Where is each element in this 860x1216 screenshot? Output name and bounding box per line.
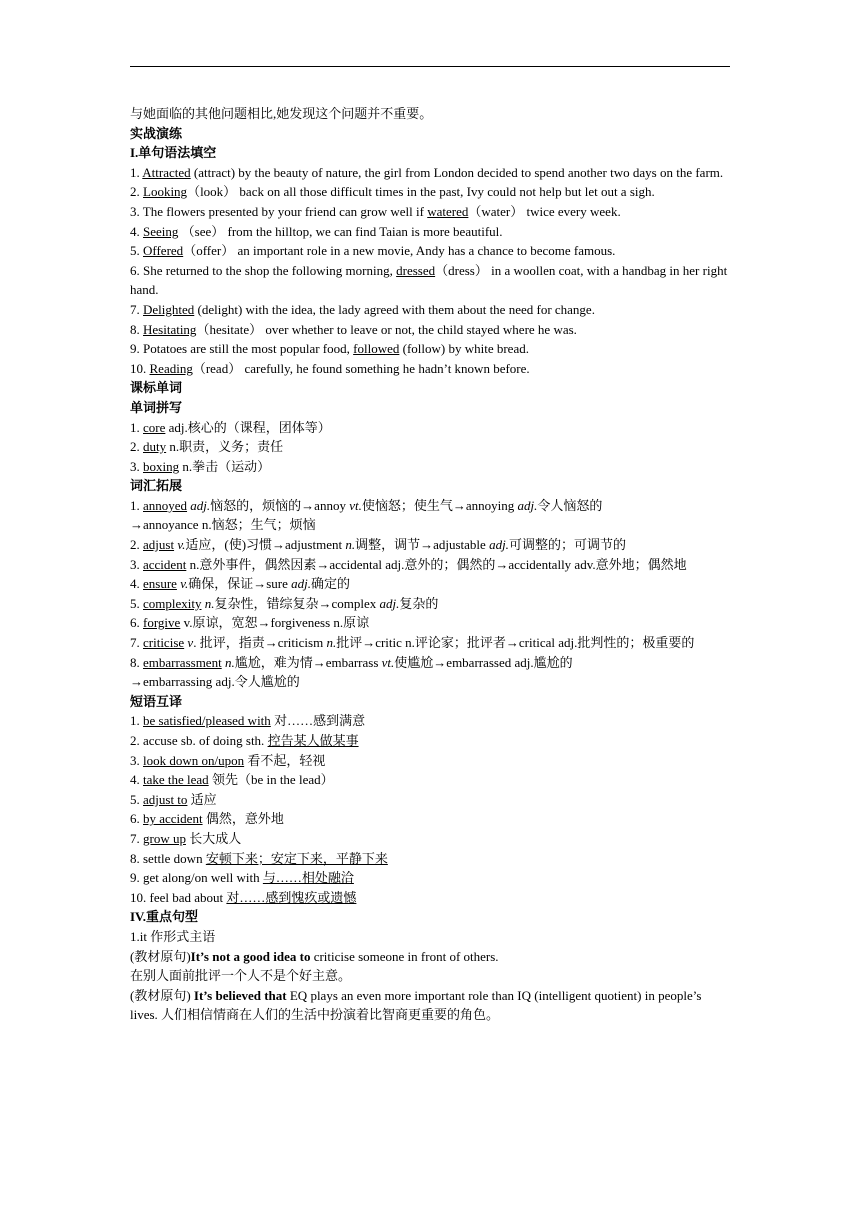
answer: 与……相处融洽 (262, 870, 354, 886)
header-rule (130, 66, 730, 67)
spelling-item: 3. boxing n.拳击（运动） (130, 458, 271, 474)
phrase-item: 8. settle down 安顿下来；安定下来，平静下来 (130, 850, 388, 866)
answer: dressed (396, 262, 436, 278)
answer: Looking (143, 184, 188, 200)
answer: by accident (143, 811, 203, 827)
answer: look down on/upon (143, 752, 245, 768)
intro-translation: 与她面临的其他问题相比,她发现这个问题并不重要。 (130, 106, 433, 121)
phrase-item: 6. by accident 偶然，意外地 (130, 811, 284, 827)
phrase-item: 5. adjust to 适应 (130, 791, 217, 807)
spelling-title: 单词拼写 (130, 399, 183, 415)
section-title-grammar-fill: I.单句语法填空 (130, 145, 217, 161)
answer: 对……感到愧疚或遗憾 (226, 889, 357, 905)
answer: watered (427, 203, 469, 219)
practice-item: 6. She returned to the shop the following morning, dressed（dress） in a woollen coat, with a handbag in her right hand. (130, 262, 728, 298)
phrase-item: 2. accuse sb. of doing sth. 控告某人做某事 (130, 733, 359, 748)
phrases-heading: 短语互译 (130, 693, 183, 709)
answer: Offered (143, 243, 184, 259)
answer: 安顿下来；安定下来，平静下来 (205, 850, 388, 866)
phrase-item: 1. be satisfied/pleased with 对……感到满意 (130, 713, 366, 729)
spelling-item: 1. core adj.核心的（课程，团体等） (130, 419, 331, 435)
expansion-title: 词汇拓展 (130, 478, 183, 494)
expansion-item: 5. complexity n.复杂性，错综复杂→complex adj.复杂的 (130, 595, 439, 611)
answer: 控告某人做某事 (267, 733, 359, 748)
answer: take the lead (143, 772, 209, 788)
expansion-item: 3. accident n.意外事件，偶然因素→accidental adj.意外的；偶然的→accidentally adv.意外地；偶然地 (130, 556, 687, 572)
example-translation: 在别人面前批评一个人不是个好主意。 (130, 968, 352, 984)
answer: annoyed (143, 497, 188, 513)
answer: Hesitating (143, 321, 197, 337)
answer: forgive (143, 615, 181, 631)
practice-item: 8. Hesitating（hesitate） over whether to leave or not, the child stayed where he was. (130, 321, 577, 337)
answer: criticise (143, 635, 185, 651)
answer: adjust to (143, 791, 188, 807)
practice-item: 2. Looking（look） back on all those difficult times in the past, Ivy could not help but let out a sigh. (130, 184, 655, 200)
answer: embarrassment (143, 654, 222, 670)
answer: Reading (149, 360, 193, 376)
expansion-item: 2. adjust v.适应，(使)习惯→adjustment n.调整，调节→adjustable adj.可调整的；可调节的 (130, 537, 626, 553)
expansion-item: 7. criticise v. 批评，指责→criticism n.批评→critic n.评论家；批评者→critical adj.批判性的；极重要的 (130, 635, 695, 651)
practice-item: 10. Reading（read） carefully, he found something he hadn’t known before. (130, 360, 530, 376)
answer: complexity (143, 595, 202, 611)
phrase-item: 3. look down on/upon 看不起，轻视 (130, 752, 326, 768)
phrase-item: 4. take the lead 领先（be in the lead） (130, 772, 334, 788)
answer: adjust (143, 537, 175, 553)
answer: accident (143, 556, 187, 572)
document-body (130, 104, 730, 1025)
answer: Seeing (143, 223, 179, 239)
sentences-heading: IV.重点句型 (130, 909, 199, 925)
answer: be satisfied/pleased with (143, 713, 271, 729)
spelling-item: 2. duty n.职责，义务；责任 (130, 439, 284, 455)
answer: core (143, 419, 166, 435)
answer: ensure (143, 576, 177, 592)
phrase-item: 10. feel bad about 对……感到愧疚或遗憾 (130, 889, 357, 905)
expansion-item: 8. embarrassment n.尴尬，难为情→embarrass vt.使尴尬→embarrassed adj.尴尬的 →embarrassing adj.令人尴尬的 (130, 654, 573, 690)
practice-heading: 实战演练 (130, 125, 183, 141)
sentence-subheading: 1.it 作形式主语 (130, 928, 216, 944)
practice-item: 4. Seeing （see） from the hilltop, we can find Taian is more beautiful. (130, 223, 503, 239)
answer: Delighted (143, 301, 195, 317)
vocab-heading: 课标单词 (130, 380, 183, 396)
practice-list (130, 163, 730, 379)
practice-item: 5. Offered（offer） an important role in a new movie, Andy has a chance to become famous. (130, 243, 616, 259)
phrase-item: 7. grow up 长大成人 (130, 830, 242, 846)
phrase-list (130, 711, 730, 907)
practice-item: 3. The flowers presented by your friend can grow well if watered（water） twice every week. (130, 203, 621, 219)
expansion-item: 4. ensure v.确保，保证→sure adj.确定的 (130, 576, 351, 592)
practice-item: 9. Potatoes are still the most popular food, followed (follow) by white bread. (130, 341, 529, 357)
answer: grow up (143, 830, 186, 846)
answer: Attracted (142, 164, 191, 180)
example-sentence: (教材原句) It’s believed that EQ plays an even more important role than IQ (intelligent quotient) in people’s lives. 人们相信情商在人们的生活中扮演着比智商更重要的角色。 (130, 987, 702, 1023)
practice-item: 7. Delighted (delight) with the idea, the lady agreed with them about the need for change. (130, 301, 595, 317)
expansion-item: 1. annoyed adj.恼怒的，烦恼的→annoy vt.使恼怒；使生气→annoying adj.令人恼怒的 →annoyance n.恼怒；生气；烦恼 (130, 497, 603, 533)
answer: duty (143, 439, 167, 455)
expansion-item: 6. forgive v.原谅，宽恕→forgiveness n.原谅 (130, 615, 370, 631)
practice-item: 1. Attracted (attract) by the beauty of nature, the girl from London decided to spend another two days on the farm. (130, 164, 724, 180)
answer: boxing (143, 458, 180, 474)
phrase-item: 9. get along/on well with 与……相处融洽 (130, 870, 354, 886)
answer: followed (353, 341, 400, 357)
example-sentence: (教材原句)It’s not a good idea to criticise someone in front of others. (130, 948, 499, 964)
